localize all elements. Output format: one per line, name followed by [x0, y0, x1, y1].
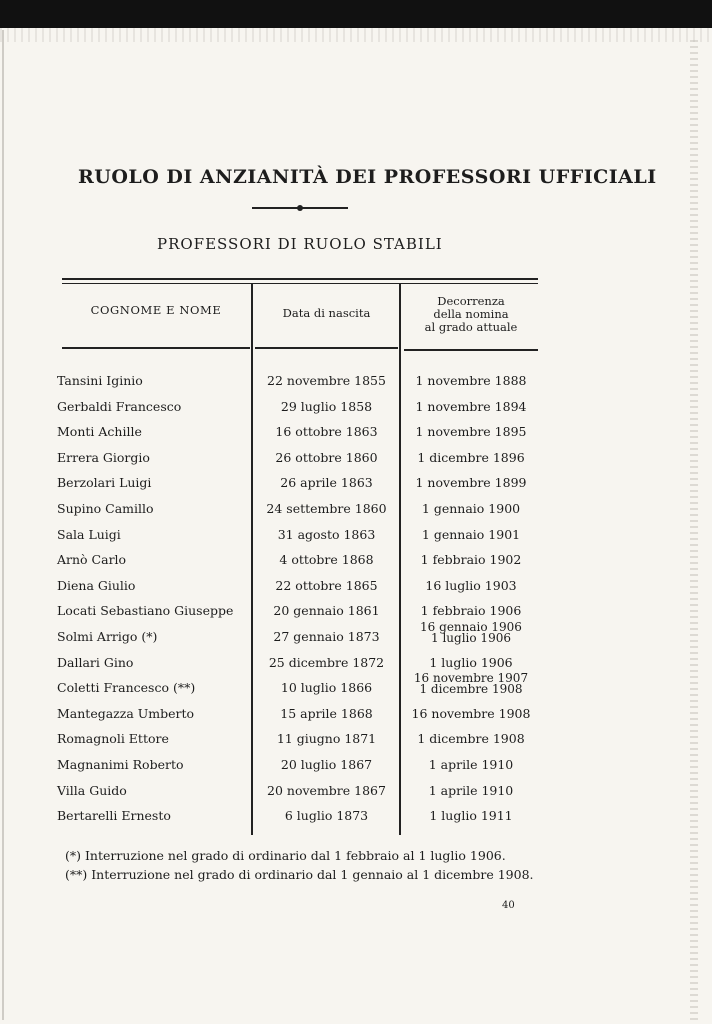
appointment-date: 16 novembre 1907	[413, 671, 529, 686]
cell-appointment	[404, 399, 538, 414]
page-number: 40	[502, 900, 515, 911]
cell-birth-date: 11 giugno 1871	[276, 731, 377, 747]
cell-name: Magnanimi Roberto	[57, 757, 184, 772]
table-row	[0, 475, 712, 497]
appointment-date: 1 novembre 1899	[415, 475, 527, 491]
cell-birth-date: 26 aprile 1863	[280, 475, 373, 491]
table-row	[0, 671, 712, 702]
appointment-date: 1 luglio 1906	[429, 654, 513, 670]
header-rule	[404, 349, 538, 351]
header-rule	[255, 347, 398, 349]
appointment-date: 1 luglio 1906	[431, 631, 511, 645]
cell-appointment	[404, 603, 538, 618]
header-appointment	[404, 295, 538, 334]
cell-birth-date: 22 novembre 1855	[267, 373, 386, 388]
cell-birth-date: 15 aprile 1868	[280, 705, 373, 721]
cell-name: Supino Camillo	[57, 501, 154, 516]
cell-appointment	[404, 622, 538, 644]
appointment-date: 1 febbraio 1906	[420, 603, 522, 619]
cell-name: Villa Guido	[57, 782, 127, 798]
cell-birth-date: 4 ottobre 1868	[279, 552, 374, 568]
table-row	[0, 655, 712, 677]
table-row	[0, 501, 712, 523]
cell-birth-date: 29 luglio 1858	[280, 398, 373, 414]
footnote: (*) Interruzione nel grado di ordinario dal 1 febbraio al 1 luglio 1906.	[65, 848, 506, 863]
scan-noise	[0, 28, 712, 42]
cell-appointment	[404, 527, 538, 542]
cell-appointment	[404, 808, 538, 823]
footnote: (**) Interruzione nel grado di ordinario dal 1 gennaio al 1 dicembre 1908.	[65, 867, 534, 882]
cell-birth-date: 26 ottobre 1860	[275, 449, 378, 465]
cell-name: Dallari Gino	[57, 654, 134, 670]
table-row	[0, 808, 712, 830]
cell-appointment	[404, 552, 538, 567]
appointment-date: 1 dicembre 1908	[417, 731, 525, 747]
cell-name: Solmi Arrigo (*)	[57, 629, 158, 644]
scan-left-edge	[2, 30, 4, 1020]
cell-appointment	[404, 757, 538, 772]
appointment-date: 1 dicembre 1908	[419, 682, 523, 697]
table-row	[0, 373, 712, 395]
cell-appointment	[404, 578, 538, 593]
appointment-date: 1 novembre 1895	[415, 424, 527, 440]
header-name: COGNOME E NOME	[90, 303, 222, 317]
cell-appointment	[404, 706, 538, 721]
cell-name: Sala Luigi	[57, 526, 121, 542]
cell-birth-date: 25 dicembre 1872	[268, 654, 385, 670]
cell-appointment	[404, 731, 538, 746]
cell-name: Romagnoli Ettore	[57, 731, 169, 747]
cell-birth-date: 27 gennaio 1873	[273, 629, 380, 644]
cell-birth-date: 24 settembre 1860	[266, 501, 387, 516]
page-title: RUOLO DI ANZIANITÀ DEI PROFESSORI UFFICIALI	[78, 166, 657, 188]
appointment-date: 1 luglio 1911	[429, 808, 513, 824]
cell-name: Tansini Iginio	[57, 373, 143, 388]
cell-name: Gerbaldi Francesco	[57, 398, 182, 414]
table-row	[0, 783, 712, 805]
cell-appointment	[404, 475, 538, 490]
header-rule	[62, 347, 250, 349]
cell-name: Monti Achille	[57, 424, 142, 440]
table-row	[0, 578, 712, 600]
table-row	[0, 527, 712, 549]
table-row	[0, 552, 712, 574]
cell-appointment	[404, 783, 538, 798]
table-row	[0, 603, 712, 625]
cell-birth-date: 10 luglio 1866	[280, 680, 373, 696]
cell-birth-date: 16 ottobre 1863	[275, 424, 378, 440]
cell-name: Arnò Carlo	[57, 552, 127, 568]
cell-birth-date: 31 agosto 1863	[277, 526, 376, 542]
cell-name: Mantegazza Umberto	[57, 705, 195, 721]
section-subtitle: PROFESSORI DI RUOLO STABILI	[157, 235, 443, 253]
cell-name: Bertarelli Ernesto	[57, 808, 171, 824]
cell-name: Diena Giulio	[57, 577, 136, 593]
appointment-date: 1 aprile 1910	[428, 757, 514, 772]
table-row	[0, 450, 712, 472]
table-row	[0, 706, 712, 728]
cell-name: Coletti Francesco (**)	[57, 680, 196, 696]
table-row	[0, 731, 712, 753]
appointment-date: 1 dicembre 1896	[417, 449, 525, 465]
appointment-date: 16 luglio 1903	[425, 577, 517, 593]
cell-birth-date: 20 luglio 1867	[280, 757, 373, 772]
appointment-date: 1 gennaio 1901	[421, 526, 521, 542]
cell-appointment	[404, 655, 538, 670]
appointment-date: 16 novembre 1908	[411, 705, 531, 721]
scan-top-border	[0, 0, 712, 28]
cell-appointment	[404, 673, 538, 695]
cell-name: Berzolari Luigi	[57, 475, 152, 491]
appointment-date: 1 aprile 1910	[428, 782, 514, 798]
header-appointment-line: Decorrenza	[437, 294, 505, 308]
header-birth: Data di nascita	[282, 306, 371, 320]
cell-appointment	[404, 450, 538, 465]
appointment-date: 1 gennaio 1900	[421, 501, 521, 516]
cell-birth-date: 20 gennaio 1861	[273, 603, 380, 619]
cell-birth-date: 20 novembre 1867	[267, 782, 386, 798]
cell-appointment	[404, 373, 538, 388]
cell-appointment	[404, 501, 538, 516]
cell-appointment	[404, 424, 538, 439]
appointment-date: 16 gennaio 1906	[420, 620, 522, 634]
appointment-date: 1 febbraio 1902	[420, 552, 522, 568]
cell-name: Locati Sebastiano Giuseppe	[57, 603, 234, 619]
header-appointment-line: della nomina	[433, 307, 509, 321]
appointment-date: 1 novembre 1888	[415, 373, 527, 388]
cell-name: Errera Giorgio	[57, 449, 150, 465]
table-row	[0, 620, 712, 651]
table-top-rule	[62, 278, 538, 280]
title-ornament	[252, 205, 348, 211]
cell-birth-date: 6 luglio 1873	[284, 808, 369, 824]
table-top-rule-thin	[62, 283, 538, 284]
table-row	[0, 399, 712, 421]
header-appointment-line: al grado attuale	[424, 320, 518, 334]
table-row	[0, 424, 712, 446]
cell-birth-date: 22 ottobre 1865	[275, 577, 378, 593]
appointment-date: 1 novembre 1894	[415, 398, 527, 414]
table-row	[0, 757, 712, 779]
